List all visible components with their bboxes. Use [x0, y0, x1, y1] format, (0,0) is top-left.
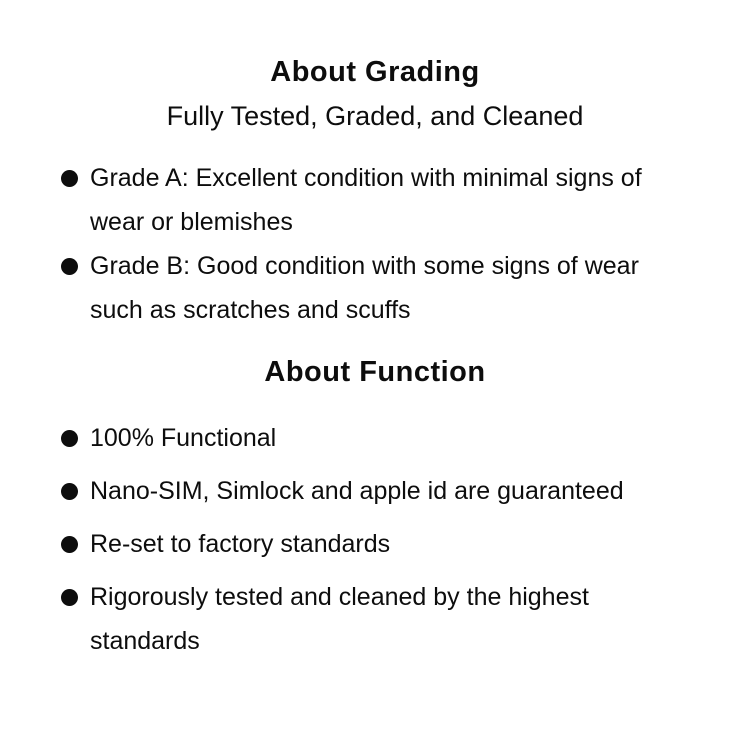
grading-section-subtitle: Fully Tested, Graded, and Cleaned: [166, 101, 584, 131]
list-item-label: Re-set to factory standards: [90, 530, 391, 558]
grading-bullet-list: [0, 156, 750, 332]
bullet-icon: [61, 483, 78, 500]
grading-section-title: About Grading: [270, 56, 480, 88]
list-item-factory-reset: [61, 522, 650, 566]
bullet-icon: [61, 430, 78, 447]
list-item-label: 100% Functional: [90, 424, 277, 452]
list-item-sim-guarantee: [61, 469, 650, 513]
list-item-tested-cleaned: [61, 575, 650, 663]
bullet-icon: [61, 589, 78, 606]
bullet-icon: [61, 170, 78, 187]
list-item-label: Grade A: Excellent condition with minimal signs of wear or blemishes: [90, 164, 642, 236]
list-item-label: Nano-SIM, Simlock and apple id are guaranteed: [90, 477, 624, 505]
list-item-functional: [61, 416, 650, 460]
function-section-title: About Function: [264, 356, 486, 388]
bullet-icon: [61, 258, 78, 275]
list-item-grade-b: [61, 244, 650, 332]
list-item-grade-a: [61, 156, 650, 244]
list-item-label: Grade B: Good condition with some signs of wear such as scratches and scuffs: [90, 252, 639, 324]
bullet-icon: [61, 536, 78, 553]
function-bullet-list: [0, 416, 750, 663]
list-item-label: Rigorously tested and cleaned by the highest standards: [90, 583, 589, 655]
